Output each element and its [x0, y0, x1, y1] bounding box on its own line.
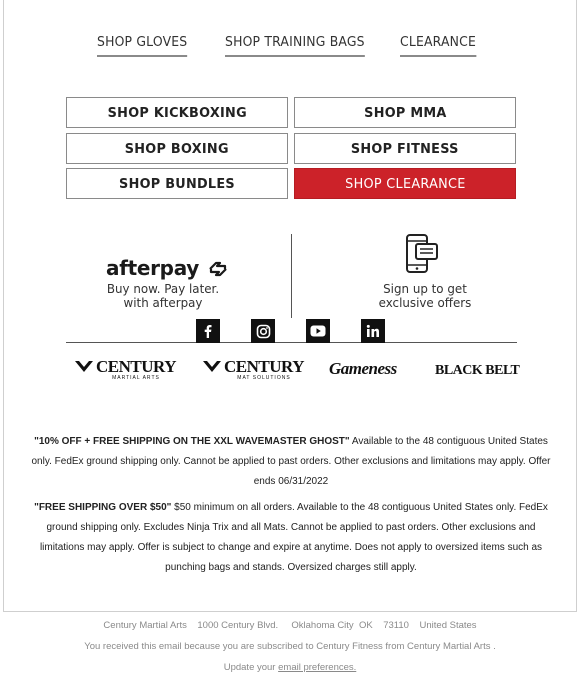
- footer-update-preferences: [0, 662, 580, 673]
- offer-2-body: $50 minimum on all orders. Available to the 48 contiguous United States only. FedEx ground shipping only. Excludes Ninja Trix and all Mats. Cannot be applied to past orders. Other exclusions and limitations may apply. Offer is subject to change and expire at anytime. Does not apply to oversized items such as punching bags and stands. Oversized charges still apply.: [39, 502, 548, 573]
- signup-tagline[interactable]: [354, 282, 497, 310]
- afterpay-tagline-2: with afterpay: [123, 295, 203, 310]
- button-label: SHOP FITNESS: [351, 140, 459, 157]
- phone-message-icon[interactable]: [404, 232, 440, 276]
- brand-century-sub: MARTIAL ARTS: [112, 375, 160, 381]
- button-shop-boxing[interactable]: [66, 133, 288, 164]
- offer-terms-1: [28, 432, 554, 492]
- brand-gameness[interactable]: [329, 360, 397, 384]
- brand-black-belt-name: BLACK BELT: [435, 363, 520, 378]
- footer-address: Century Martial Arts 1000 Century Blvd. Oklahoma City OK 73110 United States: [103, 620, 477, 631]
- email-preferences-link[interactable]: email preferences.: [278, 662, 357, 673]
- offer-1-body: Available to the 48 contiguous United States only. FedEx ground shipping only. Cannot be applied to past orders. Other exclusions and limitations may apply. Offer ends 06/31/2022: [31, 436, 551, 487]
- link-shop-gloves[interactable]: SHOP GLOVES: [97, 34, 187, 57]
- footer-update-prefix: Update your: [223, 662, 279, 673]
- button-shop-mma[interactable]: [294, 97, 516, 128]
- offer-1-title: "10% OFF + FREE SHIPPING ON THE XXL WAVEMASTER GHOST": [34, 436, 350, 447]
- button-label: SHOP BOXING: [124, 140, 230, 157]
- offer-2-title: "FREE SHIPPING OVER $50": [34, 502, 172, 513]
- afterpay-logo-text: afterpay: [106, 256, 200, 280]
- promo-divider: [291, 234, 292, 318]
- top-nav: [4, 34, 578, 58]
- facebook-icon[interactable]: [196, 319, 220, 343]
- youtube-icon[interactable]: [306, 319, 330, 343]
- social-divider: [66, 342, 517, 343]
- brand-century-mat-name: CENTURY: [224, 357, 304, 376]
- button-label: SHOP MMA: [363, 104, 447, 121]
- signup-line-2: exclusive offers: [378, 295, 472, 310]
- century-chevron-icon: [202, 358, 222, 375]
- afterpay-arrows-icon: [207, 260, 229, 278]
- brand-black-belt[interactable]: [435, 362, 519, 386]
- brand-century-name: CENTURY: [96, 357, 176, 376]
- button-shop-kickboxing[interactable]: [66, 97, 288, 128]
- button-label: SHOP BUNDLES: [119, 175, 235, 192]
- button-label: SHOP KICKBOXING: [107, 104, 247, 121]
- button-label: SHOP CLEARANCE: [344, 175, 466, 192]
- signup-line-1: Sign up to get: [383, 281, 467, 296]
- afterpay-logo[interactable]: [106, 256, 229, 280]
- button-shop-clearance[interactable]: [294, 168, 516, 199]
- instagram-icon[interactable]: [251, 319, 275, 343]
- link-clearance[interactable]: CLEARANCE: [400, 34, 476, 57]
- afterpay-tagline: [92, 282, 235, 310]
- century-chevron-icon: [74, 358, 94, 375]
- button-shop-bundles[interactable]: [66, 168, 288, 199]
- brand-century-mat-sub: MAT SOLUTIONS: [237, 375, 291, 381]
- brand-gameness-name: Gameness: [329, 359, 397, 378]
- footer-subscribed-note: You received this email because you are subscribed to Century Fitness from Century Martial Arts .: [84, 641, 496, 652]
- button-shop-fitness[interactable]: [294, 133, 516, 164]
- offer-terms-2: [28, 498, 554, 578]
- link-shop-training-bags[interactable]: SHOP TRAINING BAGS: [225, 34, 365, 57]
- email-card: [3, 0, 577, 612]
- afterpay-tagline-1: Buy now. Pay later.: [106, 281, 220, 296]
- linkedin-icon[interactable]: [361, 319, 385, 343]
